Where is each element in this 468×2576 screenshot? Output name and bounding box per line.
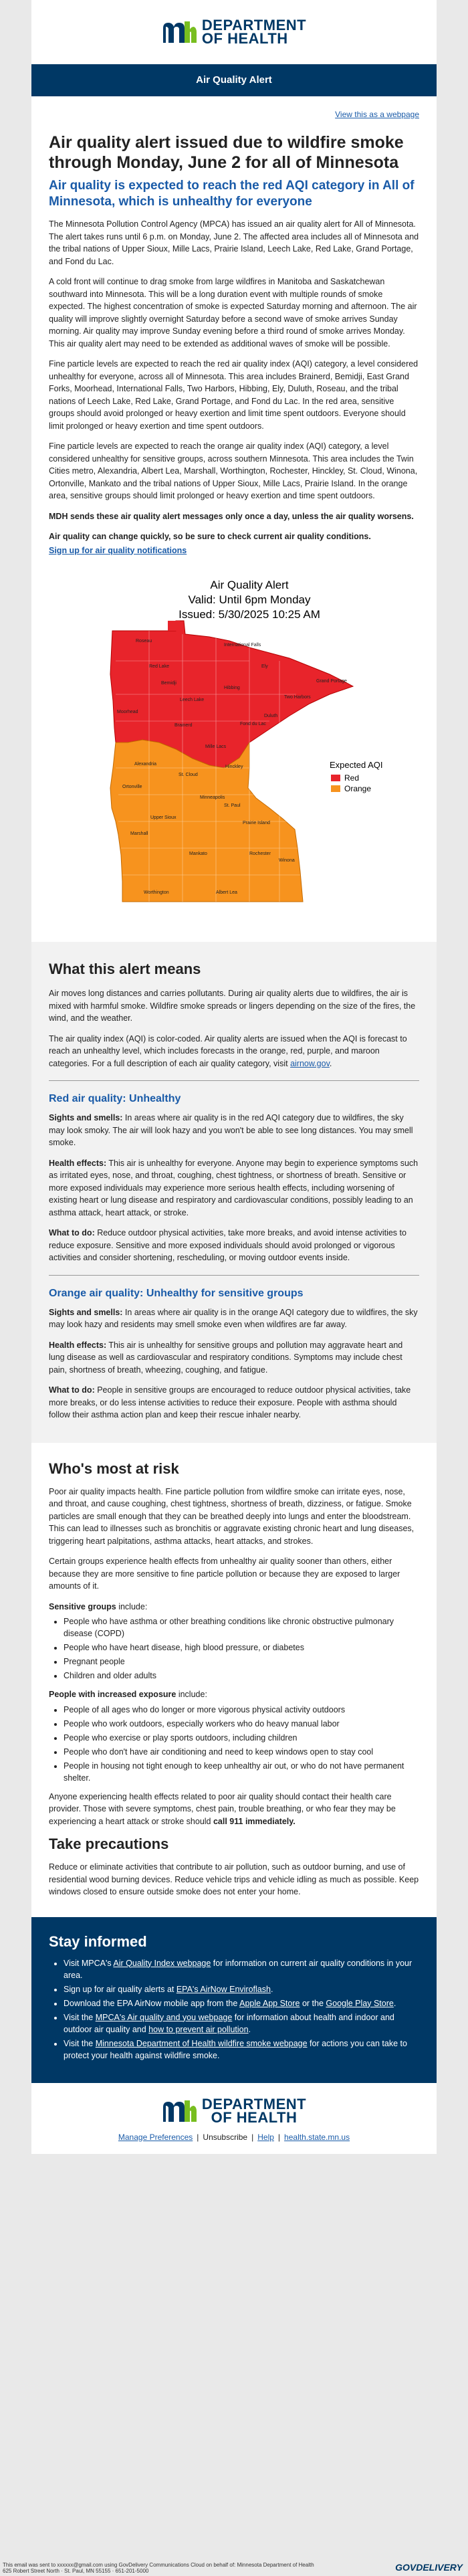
separator: | [197,2132,199,2142]
means-heading: What this alert means [49,961,201,977]
legend-swatch-red [331,775,340,781]
city-label: Hinckley [225,765,243,769]
red-sights-label: Sights and smells: [49,1113,123,1122]
text: Visit MPCA's [64,1958,114,1968]
footer-logo-text [201,2095,307,2126]
exposure-label-suffix: include: [176,1690,207,1699]
legend-label-red: Red [344,773,360,783]
red-heading: Red air quality: Unhealthy [49,1093,181,1104]
red-sights [49,1112,419,1149]
city-label: St. Paul [224,803,241,808]
list-item: • People in housing not tight enough to keep unhealthy air out, or who do not have permanent shelter. [64,1760,419,1784]
text: . [248,2024,251,2034]
signup-notifications-link[interactable]: Sign up for air quality notifications [49,545,187,555]
bottom-line-1: This email was sent to xxxxxx@gmail.com using GovDelivery Communications Cloud on behalf of: Minnesota Department of Health [3,2562,314,2568]
city-label: Prairie Island [243,821,270,825]
city-label: Fond du Lac [240,722,266,726]
list-item: • People who have heart disease, high blood pressure, or diabetes [64,1642,419,1654]
airnow-link[interactable]: airnow.gov [290,1058,330,1068]
city-label: Duluth [264,714,278,718]
footer-logo-line-2: OF HEALTH [211,2108,298,2126]
city-label: Worthington [144,890,169,895]
list-item [64,1983,419,1995]
intro-paragraph-4: Fine particle levels are expected to reach the orange air quality index (AQI) category, a level considered unhealthy for sensitive groups, across southern Minnesota. This area includes the Twin Cities metro, Alexandria, Albert Lea, Marshall, Worthington, Rochester, Hinckley, St. Cloud, Winona, Ortonville, Mankato and the tribal nations of Upper Sioux, Mille Lacs, Prairie Island. In the orange area, sensitive groups should limit prolonged or heavy exertion and time spent outdoors. [49,441,418,500]
city-label: Mille Lacs [205,745,227,749]
orange-health-text: This air is unhealthy for sensitive groups and pollution may aggravate heart and lung disease as well as cardiovascular and respiratory conditions. Symptoms may include chest pain, shortness of breath, wheezing, coughing, and fatigue. [49,1340,403,1375]
city-label: Roseau [136,639,152,643]
what-alert-means-section [31,942,437,1443]
text: for information about health and indoor and outdoor air quality and [64,2012,394,2034]
city-label: Brainerd [174,723,193,728]
city-label: Red Lake [149,664,169,669]
red-do-text: Reduce outdoor physical activities, take more breaks, and avoid intense activities to reduce exposure. Sensitive and more exposed individuals should avoid prolonged or vigorous activities and consider shortening, rescheduling, or moving outdoor events inside. [49,1228,406,1262]
text: Sign up for air quality alerts at [64,1984,177,1994]
sensitive-label [49,1601,419,1613]
stay-informed-section [31,1917,437,2083]
list-item: • People of all ages who do longer or more vigorous physical activity outdoors [64,1704,419,1716]
exposure-label-bold: People with increased exposure [49,1690,177,1699]
city-label: Minneapolis [200,795,225,800]
sensitive-label-suffix: include: [116,1601,148,1611]
page-title: Air quality alert issued due to wildfire smoke through Monday, June 2 for all of Minnesota [49,133,404,172]
footer-links [31,2133,437,2142]
city-label: Mankato [189,852,207,856]
footer-mdh-logo[interactable] [31,2095,437,2126]
aqi-map [49,567,419,942]
bottom-line-2: 625 Robert Street North · St. Paul, MN 55155 · 651-201-5000 [3,2568,149,2574]
alert-banner: Air Quality Alert [31,64,437,96]
logo-line-2: OF HEALTH [201,30,288,47]
risk-paragraph-3-text: Anyone experiencing health effects related to poor air quality should contact their health care provider. Those with severe symptoms, chest pain, trouble breathing, or who fear they may be experiencing a heart attack or stroke should [49,1791,396,1826]
city-label: Rochester [249,852,271,856]
city-label: Hibbing [224,686,240,690]
city-label: Ely [261,664,268,669]
text: Visit the [64,2038,96,2048]
city-label: Grand Portage [316,679,347,684]
logo-line-1: DEPARTMENT [201,17,307,33]
orange-do-label: What to do: [49,1385,95,1395]
footer-logo-line-1: DEPARTMENT [201,2095,307,2112]
list-item: • People who have asthma or other breathing conditions like chronic obstructive pulmonary disease (COPD) [64,1615,419,1640]
logo-text [202,19,306,45]
city-label: St. Cloud [179,773,198,777]
map-legend-title: Expected AQI [330,760,383,770]
prevent-air-pollution-link[interactable]: how to prevent air pollution [148,2024,249,2034]
text: for information on current air quality conditions in your area. [64,1958,413,1980]
list-item: • People who work outdoors, especially workers who do heavy manual labor [64,1718,419,1730]
red-health-text: This air is unhealthy for everyone. Anyone may begin to experience symptoms such as irritated eyes, nose, and throat, coughing, chest tightness, or shortness of breath. Sensitive or more exposed individuals may experience more serious health effects, including worsening of existing heart or lung disease and respiratory and cardiovascular conditions, possibly leading to an asthma attack, heart attack, or stroke. [49,1158,419,1217]
list-item [64,2011,419,2036]
city-label: Alexandria [134,762,157,767]
city-label: Winona [279,858,295,863]
aqi-webpage-link[interactable]: Air Quality Index webpage [113,1958,211,1968]
means-paragraph-2-text: The air quality index (AQI) is color-coded. Air quality alerts are issued when the AQI is forecast to reach an unhealthy level, which includes forecasts in the orange, red, purple, and maroon categories. For a full description of each air quality category, visit [49,1033,407,1068]
footer [31,2083,437,2154]
sensitive-list [49,1615,419,1682]
red-health-label: Health effects: [49,1158,107,1168]
separator: | [251,2132,254,2142]
intro-paragraph-2: A cold front will continue to drag smoke from large wildfires in Manitoba and Saskatchewan southward into Minnesota. This will be a long duration event with multiple rounds of smoke expected. The highest concentration of smoke is expected Saturday morning and afternoon. The air quality will improve slightly overnight Saturday before a second wave of smoke arrives Sunday morning. Air quality may improve Sunday evening before a third round of smoke arrives Monday. This air quality alert may need to be extended as additional waves of smoke will be possible. [49,277,417,349]
orange-do [49,1384,419,1421]
means-paragraph-1: Air moves long distances and carries pollutants. During air quality alerts due to wildfires, the air is mixed with harmful smoke. Wildfire smoke spreads or lingers depending on the size of the fires, the wind, and the weather. [49,989,416,1023]
view-webpage-link[interactable]: View this as a webpage [335,110,419,119]
call-911-text: call 911 immediately. [213,1816,296,1826]
legend-swatch-orange [331,785,340,792]
google-play-store-link[interactable]: Google Play Store [326,1998,394,2008]
aqi-map-svg [49,567,419,942]
mdh-logo-icon [162,19,197,45]
health-site-link[interactable]: health.state.mn.us [284,2132,350,2142]
precautions-heading: Take precautions [49,1836,169,1852]
text: or the [300,1998,326,2008]
orange-heading: Orange air quality: Unhealthy for sensitive groups [49,1287,304,1299]
intro-paragraph-1: The Minnesota Pollution Control Agency (MPCA) has issued an air quality alert for All of Minnesota. The alert takes runs until 6 p.m. on Monday, June 2. The affected area includes all of Minnesota and the tribal nations of Upper Sioux, Mille Lacs, Prairie Island, Leech Lake, Red Lake, Grand Portage, and Fond du Lac. [49,219,419,266]
bottom-bar [0,2559,468,2576]
stay-list [49,1957,419,2062]
means-paragraph-2: The air quality index (AQI) is color-coded. Air quality alerts are issued when the AQI is forecast to reach an unhealthy level, which includes forecasts in the orange, red, purple, and maroon categories. For a full description of each air quality category, visit airnow.gov. [49,1033,407,1068]
text: . [393,1998,396,2008]
header-logo-row [31,0,437,64]
city-label: Ortonville [122,785,142,789]
divider [49,1275,419,1276]
risk-paragraph-1: Poor air quality impacts health. Fine particle pollution from wildfire smoke can irritate eyes, nose, and throat, and cause coughing, chest tightness, shortness of breath, dizziness, or fatigue. Smoke particles are small enough that they can be breathed deeply into lungs and enter the bloodstream. This can lead to illnesses such as bronchitis or aggravate existing chronic heart and lung diseases, triggering heart palpitations, asthma attacks, heart attacks, and strokes. [49,1486,415,1546]
orange-sights [49,1306,419,1331]
unsubscribe-link[interactable]: Unsubscribe [203,2132,248,2142]
map-northwest-angle [168,621,180,631]
red-sights-text: In areas where air quality is in the red AQI category due to wildfires, the sky may look smoky. The air will look hazy and you won't be able to see long distances. You may smell smoke. [49,1113,413,1147]
bottom-text [3,2562,314,2574]
list-item: • People who don't have air conditioning and need to keep windows open to stay cool [64,1746,419,1758]
main-content [31,96,437,942]
list-item: • Children and older adults [64,1670,419,1682]
orange-sights-label: Sights and smells: [49,1307,123,1317]
manage-preferences-link[interactable]: Manage Preferences [118,2132,193,2142]
change-note: Air quality can change quickly, so be sure to check current air quality conditions. [49,532,371,541]
enviroflash-link[interactable]: EPA's AirNow Enviroflash [176,1984,271,1994]
city-label: Marshall [130,831,148,836]
city-label: Upper Sioux [150,815,177,820]
mdh-logo[interactable] [162,19,306,45]
sensitive-label-bold: Sensitive groups [49,1601,116,1611]
city-label: Albert Lea [216,890,237,895]
text: Download the EPA AirNow mobile app from the [64,1998,240,2008]
list-item [64,2038,419,2062]
map-valid: Valid: Until 6pm Monday [188,593,311,606]
text: Visit the [64,2012,96,2022]
list-item [64,1957,419,1981]
precautions-paragraph: Reduce or eliminate activities that contribute to air pollution, such as outdoor burning, and use of residential wood burning devices. Reduce vehicle trips and vehicle idling as much as possible. Keep windows closed to ensure outside smoke does not enter your home. [49,1862,419,1896]
city-label: Moorhead [117,710,138,714]
orange-health [49,1339,419,1377]
list-item: • People who exercise or play sports outdoors, including children [64,1732,419,1744]
risk-paragraph-2: Certain groups experience health effects from unhealthy air quality sooner than others, either because they are more sensitive to fine particle pollution or because they are exposed to larger amounts of it. [49,1557,400,1591]
apple-app-store-link[interactable]: Apple App Store [239,1998,300,2008]
red-health [49,1157,419,1219]
stay-heading: Stay informed [49,1933,147,1950]
intro-paragraph-3: Fine particle levels are expected to reach the red air quality index (AQI) category, a level considered unhealthy for everyone, across all of Minnesota. This area includes Brainerd, Bemidji, East Grand Forks, Moorhead, International Falls, Two Harbors, Hibbing, Ely, Duluth, Roseau, and the tribal nations of Leech Lake, Red Lake, Grand Portage, and Fond du Lac. In the red area, sensitive groups should avoid prolonged or heavy exertion and limit time spent outdoors. Everyone should limit prolonged or heavy exertion and time spent outdoors. [49,359,419,431]
who-at-risk-section [31,1443,437,1917]
help-link[interactable]: Help [257,2132,274,2142]
city-label: Bemidji [161,681,177,686]
orange-sights-text: In areas where air quality is in the orange AQI category due to wildfires, the sky may look hazy and residents may smell smoke even when wildfires are far away. [49,1307,418,1329]
list-item: • Pregnant people [64,1656,419,1668]
mdh-note: MDH sends these air quality alert messages only once a day, unless the air quality worsens. [49,511,414,521]
mdh-wildfire-smoke-link[interactable]: Minnesota Department of Health wildfire smoke webpage [95,2038,308,2048]
orange-health-label: Health effects: [49,1340,107,1350]
red-do [49,1227,419,1264]
exposure-label [49,1688,419,1701]
mdh-logo-icon [162,2098,197,2124]
city-label: International Falls [224,643,261,648]
divider [49,1080,419,1081]
email-container [31,0,437,2154]
page-subtitle: Air quality is expected to reach the red AQI category in All of Minnesota, which is unhealthy for everyone [49,179,415,209]
exposure-list [49,1704,419,1784]
risk-heading: Who's most at risk [49,1460,179,1477]
legend-label-orange: Orange [344,784,372,793]
red-do-label: What to do: [49,1228,95,1237]
list-item [64,1997,419,2009]
map-issued: Issued: 5/30/2025 10:25 AM [179,608,320,621]
mpca-air-quality-and-you-link[interactable]: MPCA's Air quality and you webpage [95,2012,233,2022]
city-label: Leech Lake [180,698,205,702]
separator: | [277,2132,281,2142]
map-title: Air Quality Alert [210,579,289,591]
city-label: Two Harbors [284,695,311,700]
text: for actions you can take to protect your health against wildfire smoke. [64,2038,407,2060]
risk-paragraph-3 [49,1791,419,1828]
text: . [270,1984,273,1994]
govdelivery-logo[interactable]: GOVDELIVERY [395,2562,463,2573]
orange-do-text: People in sensitive groups are encouraged to reduce outdoor physical activities, take more breaks, or do less intense activities to reduce their exposure. People with asthma should follow their asthma action plan and keep their rescue inhaler nearby. [49,1385,411,1419]
view-webpage-row [49,96,419,126]
